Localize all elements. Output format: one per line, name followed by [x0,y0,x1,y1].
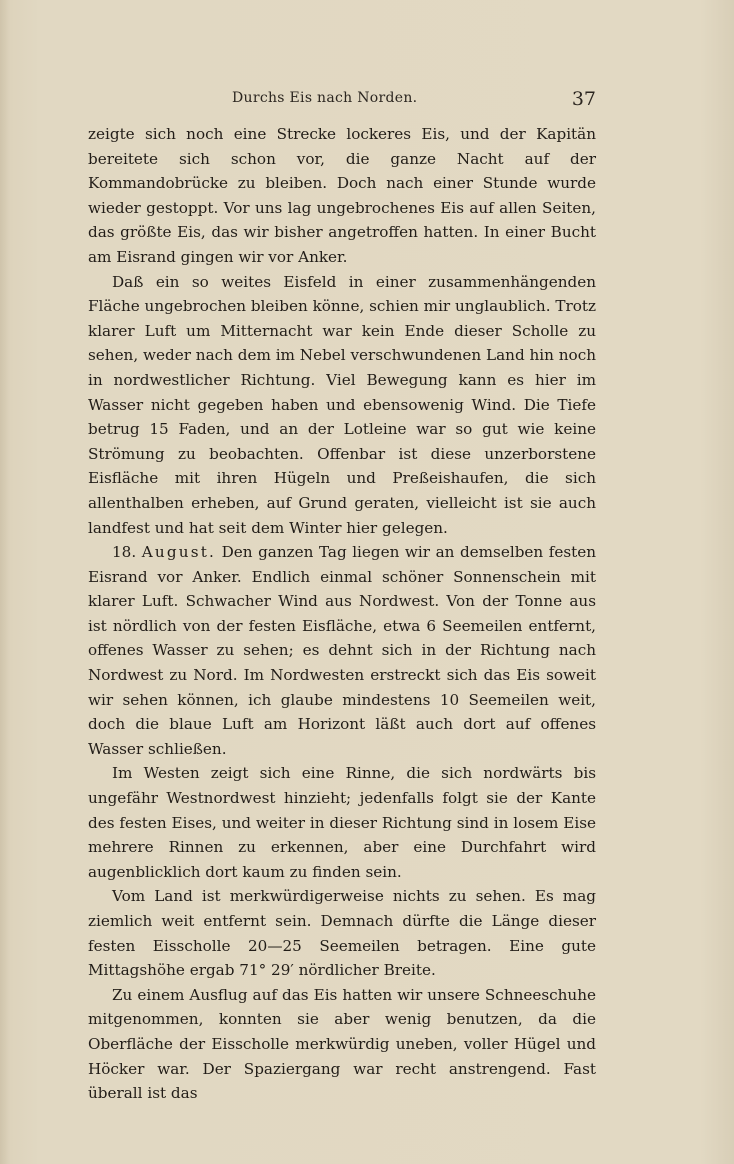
paragraph-text: zeigte sich noch eine Strecke lockeres Eis, und der Kapitän bereitete sich schon vor, die ganze Nacht auf der Kommandobrücke zu bleiben. Doch nach einer Stunde wurde wieder gestoppt. Vor uns lag ungebrochenes Eis auf allen Seiten, das größte Eis, das wir bisher angetroffen hatten. In einer Bucht am Eisrand gingen wir vor Anker. [88,125,596,266]
paragraph-text: Vom Land ist merkwürdigerweise nichts zu sehen. Es mag ziemlich weit entfernt sein. Demnach dürfte die Länge dieser festen Eisscholle 20—25 Seemeilen betragen. Eine gute Mittagshöhe ergab 71° 29′ nördlicher Breite. [88,887,596,980]
paragraph-2 [88,270,596,541]
date-number: 18. [112,543,142,562]
running-head: Durchs Eis nach Norden. [232,90,418,106]
paragraph-3 [88,540,596,761]
body-text [88,122,596,1106]
paragraph-5 [88,884,596,982]
paragraph-text: Den ganzen Tag liegen wir an demselben festen Eisrand vor Anker. Endlich einmal schöner Sonnenschein mit klarer Luft. Schwacher Wind aus Nordwest. Von der Tonne aus ist nördlich von der festen Eisfläche, etwa 6 Seemeilen entfernt, offenes Wasser zu sehen; es dehnt sich in der Richtung nach Nordwest zu Nord. Im Nordwesten erstreckt sich das Eis soweit wir sehen können, ich glaube mindestens 10 Seemeilen weit, doch die blaue Luft am Horizont läßt auch dort auf offenes Wasser schließen. [88,543,596,758]
paragraph-6 [88,983,596,1106]
paragraph-text: Im Westen zeigt sich eine Rinne, die sich nordwärts bis ungefähr Westnordwest hinzieht; jedenfalls folgt sie der Kante des festen Eises, und weiter in dieser Richtung sind in losem Eise mehrere Rinnen zu erkennen, aber eine Durchfahrt wird augenblicklich dort kaum zu finden sein. [88,764,596,881]
page-header [0,88,734,112]
paragraph-4 [88,761,596,884]
date-month: August. [141,543,217,562]
paragraph-text: Zu einem Ausflug auf das Eis hatten wir unsere Schneeschuhe mitgenommen, konnten sie aber wenig benutzen, da die Oberfläche der Eisscholle merkwürdig uneben, voller Hügel und Höcker war. Der Spaziergang war recht anstrengend. Fast überall ist das [88,985,596,1103]
paragraph-text: Daß ein so weites Eisfeld in einer zusammenhängenden Fläche ungebrochen bleiben könne, schien mir unglaublich. Trotz klarer Luft um Mitternacht war kein Ende dieser Scholle zu sehen, weder nach dem im Nebel verschwundenen Land hin noch in nordwestlicher Richtung. Viel Bewegung kann es hier im Wasser nicht gegeben haben und ebensowenig Wind. Die Tiefe betrug 15 Faden, und an der Lotleine war so gut wie keine Strömung zu beobachten. Offenbar ist diese unzerborstene Eisfläche mit ihren Hügeln und Preßeishaufen, die sich allenthalben erheben, auf Grund geraten, vielleicht ist sie auch landfest und hat seit dem Winter hier gelegen. [88,272,597,537]
paragraph-1 [88,122,596,270]
page-number: 37 [571,88,596,110]
